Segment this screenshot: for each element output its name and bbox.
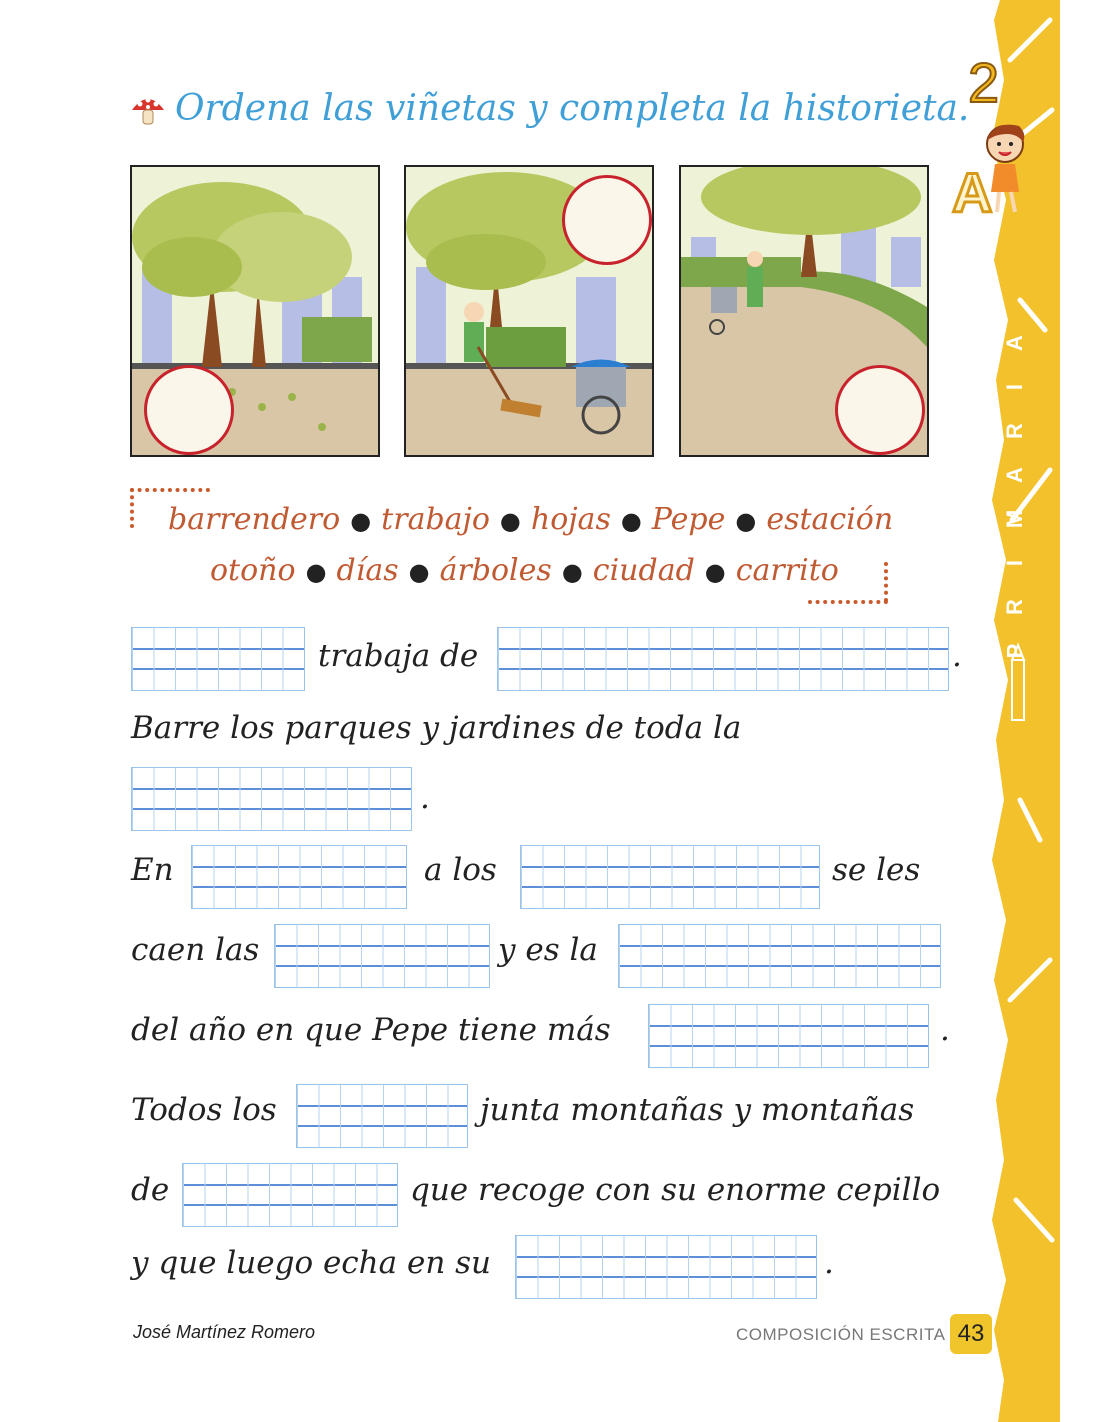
sentence-text: . [420,780,430,816]
bullet-icon: ● [561,558,583,586]
mushroom-icon [130,92,166,128]
bullet-icon: ● [499,507,521,535]
mascot-girl-icon [975,112,1035,222]
word-bank-item: hojas [530,502,611,537]
word-bank-corner-top [130,488,210,496]
order-circle-slot[interactable] [835,365,925,455]
bullet-icon: ● [350,507,372,535]
bullet-icon: ● [704,558,726,586]
sentence-text: Todos los [131,1092,277,1128]
word-bank-item: otoño [210,553,296,588]
grade-letter: A [952,161,993,224]
bullet-icon: ● [735,507,757,535]
primaria-letter: A [1001,467,1027,483]
bullet-icon: ● [408,558,430,586]
word-bank-item: ciudad [592,553,695,588]
sentence-text: de [131,1172,170,1208]
order-circle-slot[interactable] [144,365,234,455]
primaria-letter: R [1001,599,1027,615]
comic-panel-1 [130,165,380,457]
word-bank-item: trabajo [381,502,490,537]
word-bank-item: días [336,553,399,588]
answer-grid[interactable] [131,767,412,831]
answer-grid[interactable] [520,845,820,909]
sentence-text: . [940,1012,950,1048]
bullet-icon: ● [305,558,327,586]
answer-grid[interactable] [182,1163,398,1227]
instruction-title: Ordena las viñetas y completa la historieta. [175,88,970,129]
word-bank-row-2 [210,553,839,588]
sentence-text: . [824,1245,834,1281]
author-credit: José Martínez Romero [133,1322,316,1342]
word-bank-item: barrendero [168,502,341,537]
sentence-text: caen las [131,932,260,968]
primaria-letter: M [1001,509,1027,529]
section-title: COMPOSICIÓN ESCRITA [736,1325,946,1344]
word-bank-item: árboles [439,553,552,588]
grade-number: 2 [968,51,1000,114]
sentence-text: del año en que Pepe tiene más [131,1012,611,1048]
word-bank-corner-right [884,562,888,602]
word-bank-row-1 [168,502,893,537]
primaria-vertical-label [1000,330,1030,664]
answer-grid[interactable] [515,1235,817,1299]
page-number: 43 [950,1314,992,1354]
answer-grid[interactable] [618,924,941,988]
word-bank-corner-bottom [808,600,888,604]
answer-grid[interactable] [131,627,305,691]
primaria-letter: A [1001,335,1027,351]
primaria-letter: I [1002,559,1027,567]
answer-grid[interactable] [497,627,949,691]
sentence-text: a los [424,852,497,888]
sentence-text: Barre los parques y jardines de toda la [131,710,742,746]
sentence-text: junta montañas y montañas [480,1092,915,1128]
answer-grid[interactable] [191,845,407,909]
sentence-text: y que luego echa en su [131,1245,492,1281]
word-bank-item: estación [766,502,894,537]
sentence-text: En [131,852,174,888]
word-bank-item: Pepe [651,502,726,537]
comic-panel-2 [404,165,654,457]
primaria-letter: R [1001,423,1027,439]
sentence-text: y es la [498,932,598,968]
sentence-text: . [952,638,962,674]
comic-panel-3 [679,165,929,457]
answer-grid[interactable] [274,924,490,988]
sentence-text: que recoge con su enorme cepillo [410,1172,941,1208]
bullet-icon: ● [620,507,642,535]
word-bank-item: carrito [735,553,839,588]
order-circle-slot[interactable] [562,175,652,265]
primaria-letter: I [1002,383,1027,391]
sentence-text: trabaja de [318,638,479,674]
word-bank-corner-left [130,488,138,528]
sentence-text: se les [832,852,921,888]
primaria-letter: P [1002,643,1027,659]
answer-grid[interactable] [296,1084,468,1148]
answer-grid[interactable] [648,1004,929,1068]
